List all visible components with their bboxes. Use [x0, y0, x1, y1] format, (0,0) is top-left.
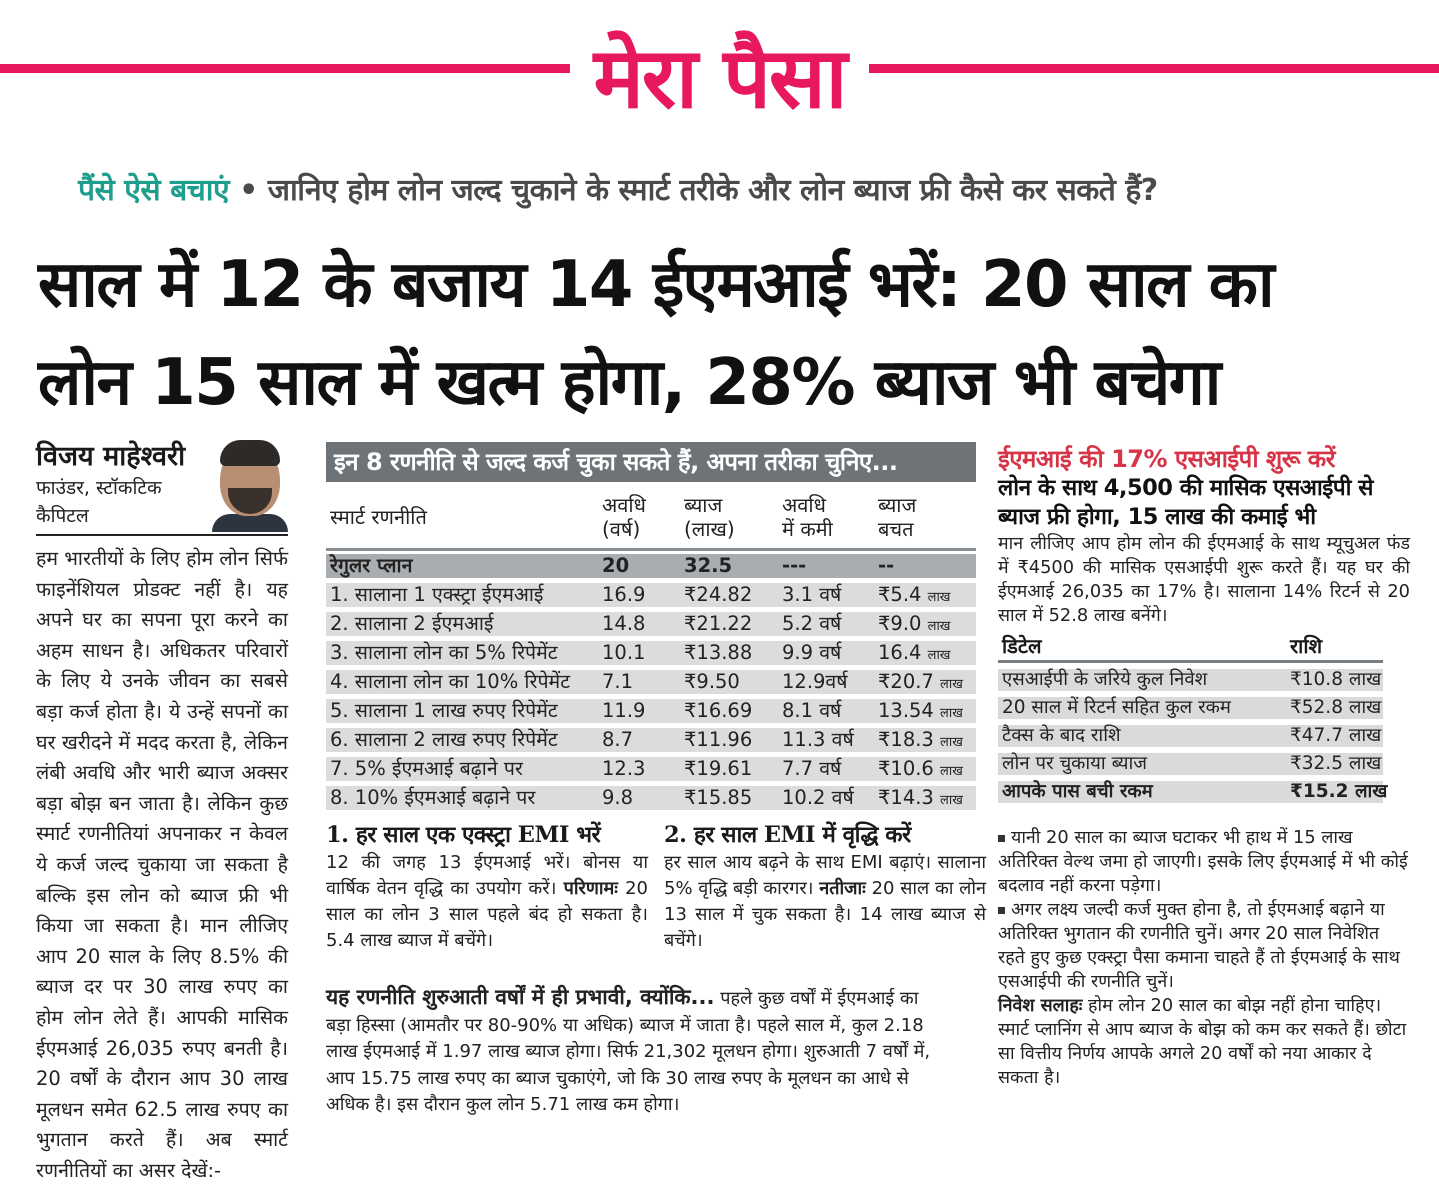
strategy-saving: ₹10.6 लाख	[878, 757, 963, 780]
kicker-tag: पैंसे ऐसे बचाएं	[78, 173, 230, 208]
strategy-table-banner: इन 8 रणनीति से जल्द कर्ज चुका सकते हैं, अपना तरीका चुनिए...	[326, 442, 976, 482]
bullet-1: यानी 20 साल का ब्याज घटाकर भी हाथ में 15 लाख अतिरिक्त वेल्थ जमा हो जाएगी। इसके लिए ईएमआई में भी कोई बदलाव नहीं करना पड़ेगा।	[998, 827, 1408, 896]
strategy-interest: ₹19.61	[684, 757, 753, 780]
strategy-reduction: 11.3 वर्ष	[782, 728, 854, 751]
strategy-saving: ₹5.4 लाख	[878, 583, 951, 606]
why-body: पहले कुछ वर्षों में ईएमआई का बड़ा हिस्सा (आमतौर पर 80-90% या अधिक) ब्याज में जाता है। पहले साल में, कुल 2.18 लाख ईएमआई में 1.97 लाख ब्याज होगा। सिर्फ 21,302 मूलधन होगा। शुरुआती 7 वर्षों में, आप 15.75 लाख रुपए का ब्याज चुकाएंगे, जो कि 30 लाख रुपए के मूलधन का आधे से अधिक है। इस दौरान कुल लोन 5.71 लाख कम होगा।	[326, 988, 931, 1115]
strategy-name: 8. 10% ईएमआई बढ़ाने पर	[330, 786, 536, 809]
strategy-saving: ₹20.7 लाख	[878, 670, 963, 693]
headline	[38, 236, 1408, 432]
table-row	[326, 786, 976, 810]
header-interest: ब्याज (लाख)	[684, 493, 735, 541]
strategy-interest: ₹24.82	[684, 583, 753, 606]
strategy-name: 6. सालाना 2 लाख रुपए रिपेमेंट	[330, 728, 558, 751]
strategy-years: 16.9	[602, 583, 646, 606]
why-early-years	[326, 984, 946, 1119]
table-row	[326, 583, 976, 607]
strategy-reduction: 5.2 वर्ष	[782, 612, 842, 635]
strategy-interest: ₹15.85	[684, 786, 753, 809]
sip-table-total: आपके पास बची रकम ₹15.2 लाख	[998, 781, 1383, 803]
table-row	[326, 670, 976, 694]
kicker	[78, 168, 1158, 209]
strategy-interest: ₹11.96	[684, 728, 753, 751]
strategy-name: 3. सालाना लोन का 5% रिपेमेंट	[330, 641, 558, 664]
sip-body: मान लीजिए आप होम लोन की ईएमआई के साथ म्यूचुअल फंड में ₹4500 की मासिक एसआईपी शुरू करते हैं। यह घर की ईएमआई 26,035 का 17% है। सालाना 14% रिटर्न से 20 साल में 52.8 लाख बनेंगे।	[998, 533, 1410, 626]
strategy-name: 1. सालाना 1 एक्स्ट्रा ईएमआई	[330, 583, 544, 606]
sip-table	[998, 634, 1388, 803]
strategy-interest: ₹9.50	[684, 670, 740, 693]
investment-advice: निवेश सलाहः होम लोन 20 साल का बोझ नहीं होना चाहिए। स्मार्ट प्लानिंग से आप ब्याज के बोझ को कम कर सकते हैं। छोटा सा वित्तीय निर्णय आपके अगले 20 वर्षों को नया आकार दे सकता है।	[998, 995, 1407, 1088]
strategy-interest: ₹21.22	[684, 612, 753, 635]
strategy-years: 14.8	[602, 612, 646, 635]
sip-detail: 20 साल में रिटर्न सहित कुल रकम	[1002, 697, 1231, 718]
strategy-reduction: 10.2 वर्ष	[782, 786, 854, 809]
strategy-name: 2. सालाना 2 ईएमआई	[330, 612, 494, 635]
author-role-line-2: कैपिटल	[36, 505, 89, 527]
table-row	[326, 757, 976, 781]
sip-amount: ₹47.7 लाख	[1290, 725, 1382, 746]
sip-table-row	[998, 697, 1383, 719]
strategy-note-2-title: 2. हर साल EMI में वृद्धि करें	[664, 822, 911, 848]
table-row	[326, 612, 976, 636]
sip-headline: लोन के साथ 4,500 की मासिक एसआईपी से ब्याज फ्री होगा, 15 लाख की कमाई भी	[998, 475, 1373, 530]
headline-line-1: साल में 12 के बजाय 14 ईएमआई भरें: 20 साल का	[38, 248, 1274, 322]
sip-detail: टैक्स के बाद राशि	[1002, 725, 1121, 746]
strategy-note-2: 2. हर साल EMI में वृद्धि करें हर साल आय बढ़ने के साथ EMI बढ़ाएं। सालाना 5% वृद्धि बड़ी कारगर। नतीजाः 20 साल का लोन 13 साल में चुक सकता है। 14 लाख ब्याज से बचेंगे।	[664, 822, 987, 951]
masthead-title: मेरा पैसा	[570, 28, 870, 128]
strategy-name: 5. सालाना 1 लाख रुपए रिपेमेंट	[330, 699, 558, 722]
author-divider	[36, 534, 288, 536]
sip-detail: लोन पर चुकाया ब्याज	[1002, 753, 1148, 774]
bullet-2: अगर लक्ष्य जल्दी कर्ज मुक्त होना है, तो ईएमआई बढ़ाने या अतिरिक्त भुगतान की रणनीति चुनें। अगर 20 साल निवेशित रहते हुए कुछ एक्स्ट्रा पैसा कमाना चाहते हैं तो ईएमआई के साथ एसआईपी की रणनीति चुनें।	[998, 899, 1400, 992]
kicker-bullet: •	[239, 173, 258, 208]
table-row	[326, 641, 976, 665]
author-photo	[212, 436, 288, 532]
table-row-regular: रेगुलर प्लान 20 32.5 --- --	[326, 554, 976, 578]
strategy-saving: ₹18.3 लाख	[878, 728, 963, 751]
headline-line-2: लोन 15 साल में खत्म होगा, 28% ब्याज भी बचेगा	[38, 346, 1220, 420]
strategy-saving: 16.4 लाख	[878, 641, 951, 664]
strategy-reduction: 3.1 वर्ष	[782, 583, 842, 606]
author-role-line-1: फाउंडर, स्टॉकटिक	[36, 477, 162, 499]
table-row	[326, 699, 976, 723]
strategy-interest: ₹13.88	[684, 641, 753, 664]
bullet-square-icon	[998, 835, 1005, 842]
header-duration: अवधि (वर्ष)	[602, 493, 646, 541]
strategy-saving: 13.54 लाख	[878, 699, 963, 722]
strategy-reduction: 8.1 वर्ष	[782, 699, 842, 722]
strategy-table	[326, 442, 976, 810]
table-row	[326, 728, 976, 752]
sip-amount: ₹10.8 लाख	[1290, 669, 1382, 690]
strategy-name: 7. 5% ईएमआई बढ़ाने पर	[330, 757, 523, 780]
sip-table-row	[998, 669, 1383, 691]
result-label: नतीजाः	[819, 878, 866, 899]
strategy-note-1-title: 1. हर साल एक एक्स्ट्रा EMI भरें	[326, 822, 601, 848]
sip-bullets	[998, 826, 1410, 1090]
bullet-square-icon	[998, 907, 1005, 914]
strategy-reduction: 12.9वर्ष	[782, 670, 848, 693]
strategy-note-1: 1. हर साल एक एक्स्ट्रा EMI भरें 12 की जगह 13 ईएमआई भरें। बोनस या वार्षिक वेतन वृद्धि का उपयोग करें। परिणामः 20 साल का लोन 3 साल पहले बंद हो सकता है। 5.4 लाख ब्याज में बचेंगे।	[326, 822, 648, 951]
strategy-years: 7.1	[602, 670, 634, 693]
why-lead: यह रणनीति शुरुआती वर्षों में ही प्रभावी, क्योंकि...	[326, 985, 715, 1009]
strategy-saving: ₹9.0 लाख	[878, 612, 951, 635]
sip-detail: एसआईपी के जरिये कुल निवेश	[1002, 669, 1208, 690]
kicker-dek: जानिए होम लोन जल्द चुकाने के स्मार्ट तरीके और लोन ब्याज फ्री कैसे कर सकते हैं?	[267, 173, 1158, 208]
header-saving: ब्याज बचत	[878, 493, 917, 541]
strategy-years: 9.8	[602, 786, 634, 809]
strategy-reduction: 7.7 वर्ष	[782, 757, 842, 780]
author-name: विजय माहेश्वरी	[36, 441, 186, 472]
sip-table-header: डिटेल राशि	[998, 634, 1383, 663]
strategy-name: 4. सालाना लोन का 10% रिपेमेंट	[330, 670, 571, 693]
strategy-years: 8.7	[602, 728, 634, 751]
sip-amount: ₹52.8 लाख	[1290, 697, 1382, 718]
strategy-interest: ₹16.69	[684, 699, 753, 722]
sip-kicker: ईएमआई की 17% एसआईपी शुरू करें	[998, 445, 1335, 473]
strategy-reduction: 9.9 वर्ष	[782, 641, 842, 664]
header-reduction: अवधि में कमी	[782, 493, 833, 541]
strategy-saving: ₹14.3 लाख	[878, 786, 963, 809]
strategy-table-header	[326, 486, 976, 551]
intro-body: हम भारतीयों के लिए होम लोन सिर्फ फाइनेंशियल प्रोडक्ट नहीं है। यह अपने घर का सपना पूरा करने का अहम साधन है। अधिकतर परिवारों के लिए ये उनके जीवन का सबसे बड़ा कर्ज होता है। ये उन्हें सपनों का घर खरीदने में मदद करता है, लेकिन लंबी अवधि और भारी ब्याज अक्सर बड़ा बोझ बन जाता है। लेकिन कुछ स्मार्ट रणनीतियां अपनाकर न केवल ये कर्ज जल्द चुकाया जा सकता है बल्कि इस लोन को ब्याज फ्री भी किया जा सकता है। मान लीजिए आप 20 साल के लिए 8.5% की ब्याज दर पर 30 लाख रुपए का होम लोन लेते हैं। आपकी मासिक ईएमआई 26,035 रुपए बनती है। 20 वर्षों के दौरान आप 30 लाख मूलधन समेत 62.5 लाख रुपए का भुगतान करते हैं। अब स्मार्ट रणनीतियों का असर देखें:-	[36, 547, 288, 1182]
header-strategy: स्मार्ट रणनीति	[330, 505, 427, 529]
result-label: परिणामः	[563, 878, 618, 899]
strategy-years: 11.9	[602, 699, 646, 722]
sip-table-row	[998, 753, 1383, 775]
strategy-years: 12.3	[602, 757, 646, 780]
sip-amount: ₹32.5 लाख	[1290, 753, 1382, 774]
sip-table-row	[998, 725, 1383, 747]
masthead	[0, 28, 1439, 128]
sip-sidebar	[998, 444, 1410, 803]
strategy-years: 10.1	[602, 641, 646, 664]
